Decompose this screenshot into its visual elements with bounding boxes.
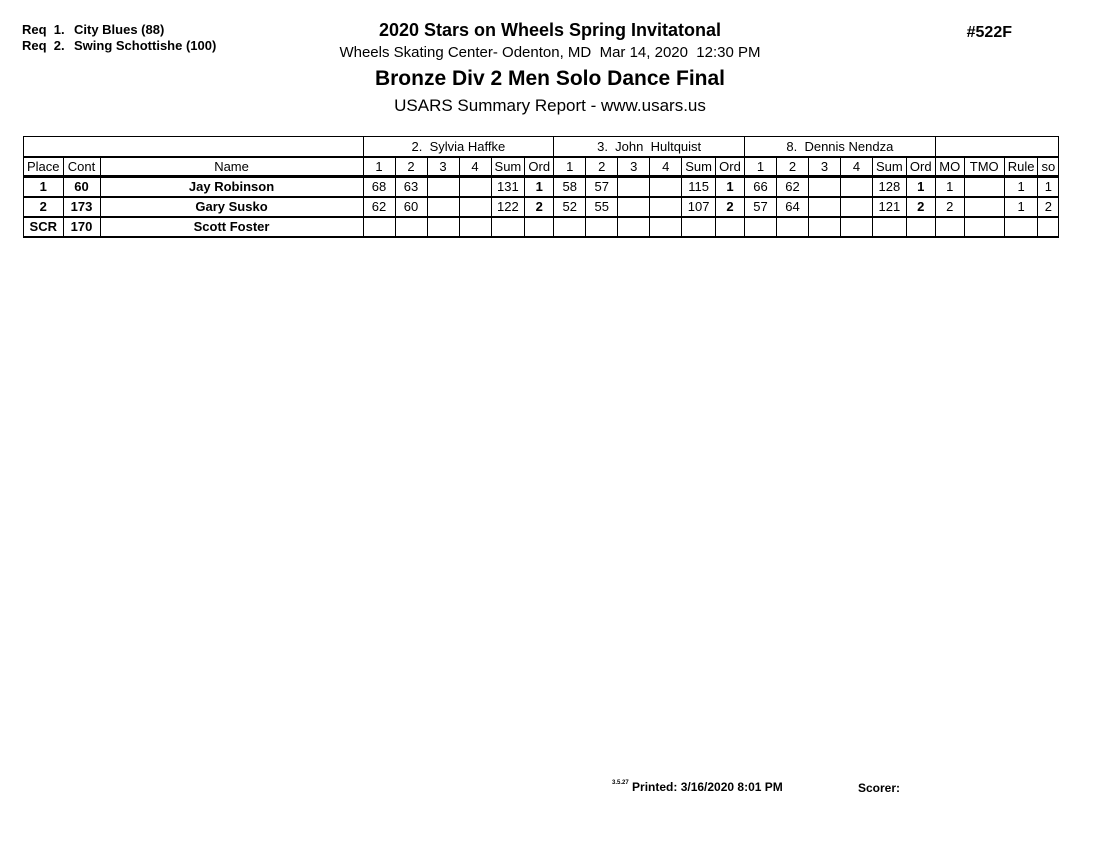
- row3-j3-ord: [906, 217, 935, 237]
- row1-j2-sum: 115: [682, 177, 716, 197]
- row2-tmo: [964, 197, 1004, 217]
- row2-mo: 2: [935, 197, 964, 217]
- header-j2-sum: Sum: [682, 157, 716, 177]
- row3-j1-sum: [491, 217, 525, 237]
- row3-j3-mark-4: [841, 217, 873, 237]
- results-table: [23, 136, 1059, 238]
- row2-place: 2: [24, 197, 64, 217]
- header-j3-sum: Sum: [873, 157, 907, 177]
- row2-j1-mark-3: [427, 197, 459, 217]
- row2-j3-mark-3: [809, 197, 841, 217]
- row2-j3-mark-2: 64: [777, 197, 809, 217]
- header-tmo: TMO: [964, 157, 1004, 177]
- header-j3-ord: Ord: [906, 157, 935, 177]
- row2-j1-sum: 122: [491, 197, 525, 217]
- row1-j1-mark-3: [427, 177, 459, 197]
- judge-1-name: 2. Sylvia Haffke: [363, 137, 554, 157]
- row1-j2-ord: 1: [716, 177, 745, 197]
- header-place: Place: [24, 157, 64, 177]
- row1-place: 1: [24, 177, 64, 197]
- row3-rule: [1004, 217, 1038, 237]
- row3-j2-ord: [716, 217, 745, 237]
- row1-j2-mark-1: 58: [554, 177, 586, 197]
- header-j2-mark-3: 3: [618, 157, 650, 177]
- row3-j3-mark-2: [777, 217, 809, 237]
- row2-j2-mark-4: [650, 197, 682, 217]
- header-name: Name: [100, 157, 363, 177]
- table-row: [24, 177, 1059, 197]
- row3-j1-mark-4: [459, 217, 491, 237]
- row2-j2-sum: 107: [682, 197, 716, 217]
- row3-j1-mark-2: [395, 217, 427, 237]
- row1-j3-mark-2: 62: [777, 177, 809, 197]
- row2-rule: 1: [1004, 197, 1038, 217]
- row1-j2-mark-4: [650, 177, 682, 197]
- row2-j2-ord: 2: [716, 197, 745, 217]
- printed-line: [612, 780, 783, 794]
- header-j2-mark-2: 2: [586, 157, 618, 177]
- row2-j2-mark-1: 52: [554, 197, 586, 217]
- report-header: [150, 20, 950, 116]
- row1-rule: 1: [1004, 177, 1038, 197]
- header-j2-mark-1: 1: [554, 157, 586, 177]
- table-row: [24, 197, 1059, 217]
- row2-j1-mark-4: [459, 197, 491, 217]
- row1-j3-mark-4: [841, 177, 873, 197]
- judge-3-name: 8. Dennis Nendza: [745, 137, 936, 157]
- row1-j2-mark-3: [618, 177, 650, 197]
- header-j1-sum: Sum: [491, 157, 525, 177]
- row2-j3-mark-4: [841, 197, 873, 217]
- row1-j3-ord: 1: [906, 177, 935, 197]
- header-so: so: [1038, 157, 1059, 177]
- row2-j2-mark-3: [618, 197, 650, 217]
- row2-name: Gary Susko: [100, 197, 363, 217]
- row2-cont: 173: [63, 197, 100, 217]
- row3-j3-mark-3: [809, 217, 841, 237]
- header-j1-mark-3: 3: [427, 157, 459, 177]
- row3-cont: 170: [63, 217, 100, 237]
- row1-mo: 1: [935, 177, 964, 197]
- row1-j1-mark-2: 63: [395, 177, 427, 197]
- req-1-label: Req 1.: [22, 22, 65, 37]
- req-1-value: City Blues (88): [74, 22, 165, 37]
- header-j3-mark-1: 1: [745, 157, 777, 177]
- software-version: 3.5.27: [612, 780, 629, 786]
- report-type-line: USARS Summary Report - www.usars.us: [394, 96, 706, 115]
- row3-j3-sum: [873, 217, 907, 237]
- header-j3-mark-3: 3: [809, 157, 841, 177]
- row2-so: 2: [1038, 197, 1059, 217]
- row3-mo: [935, 217, 964, 237]
- header-j2-ord: Ord: [716, 157, 745, 177]
- header-cont: Cont: [63, 157, 100, 177]
- table-row: [24, 217, 1059, 237]
- row3-name: Scott Foster: [100, 217, 363, 237]
- row1-j3-mark-3: [809, 177, 841, 197]
- row2-j3-sum: 121: [873, 197, 907, 217]
- row1-j1-mark-1: 68: [363, 177, 395, 197]
- row3-so: [1038, 217, 1059, 237]
- row3-j2-mark-1: [554, 217, 586, 237]
- row3-j2-mark-3: [618, 217, 650, 237]
- judge-name-row: [24, 137, 1059, 157]
- req-2-value: Swing Schottishe (100): [74, 38, 217, 53]
- venue-date-line: Wheels Skating Center- Odenton, MD Mar 14, 2020 12:30 PM: [339, 44, 761, 61]
- header-j3-mark-2: 2: [777, 157, 809, 177]
- row2-j1-mark-2: 60: [395, 197, 427, 217]
- row1-j1-mark-4: [459, 177, 491, 197]
- row3-j2-mark-4: [650, 217, 682, 237]
- header-j1-mark-1: 1: [363, 157, 395, 177]
- row2-j2-mark-2: 55: [586, 197, 618, 217]
- event-number: #522F: [966, 24, 1012, 41]
- header-j2-mark-4: 4: [650, 157, 682, 177]
- row3-j1-mark-1: [363, 217, 395, 237]
- header-j1-mark-2: 2: [395, 157, 427, 177]
- row1-j3-sum: 128: [873, 177, 907, 197]
- row1-so: 1: [1038, 177, 1059, 197]
- header-j3-mark-4: 4: [841, 157, 873, 177]
- column-header-row: [24, 157, 1059, 177]
- row2-j1-ord: 2: [525, 197, 554, 217]
- row3-j2-mark-2: [586, 217, 618, 237]
- header-j1-mark-4: 4: [459, 157, 491, 177]
- header-mo: MO: [935, 157, 964, 177]
- competition-title: 2020 Stars on Wheels Spring Invitatonal: [378, 20, 722, 40]
- row1-j3-mark-1: 66: [745, 177, 777, 197]
- row1-j1-sum: 131: [491, 177, 525, 197]
- judge-row-left-spacer: [24, 137, 364, 157]
- row3-j1-mark-3: [427, 217, 459, 237]
- judge-row-right-spacer: [935, 137, 1058, 157]
- header-j1-ord: Ord: [525, 157, 554, 177]
- header-rule: Rule: [1004, 157, 1038, 177]
- event-title: Bronze Div 2 Men Solo Dance Final: [374, 67, 726, 90]
- row1-cont: 60: [63, 177, 100, 197]
- row3-j1-ord: [525, 217, 554, 237]
- row1-j1-ord: 1: [525, 177, 554, 197]
- row2-j3-mark-1: 57: [745, 197, 777, 217]
- row3-j3-mark-1: [745, 217, 777, 237]
- row2-j3-ord: 2: [906, 197, 935, 217]
- row1-j2-mark-2: 57: [586, 177, 618, 197]
- row3-j2-sum: [682, 217, 716, 237]
- req-2-label: Req 2.: [22, 38, 65, 53]
- row3-place: SCR: [24, 217, 64, 237]
- printed-timestamp: Printed: 3/16/2020 8:01 PM: [628, 780, 783, 794]
- row2-j1-mark-1: 62: [363, 197, 395, 217]
- row3-tmo: [964, 217, 1004, 237]
- judge-2-name: 3. John Hultquist: [554, 137, 745, 157]
- scorer-label: Scorer:: [858, 781, 901, 795]
- row1-tmo: [964, 177, 1004, 197]
- row1-name: Jay Robinson: [100, 177, 363, 197]
